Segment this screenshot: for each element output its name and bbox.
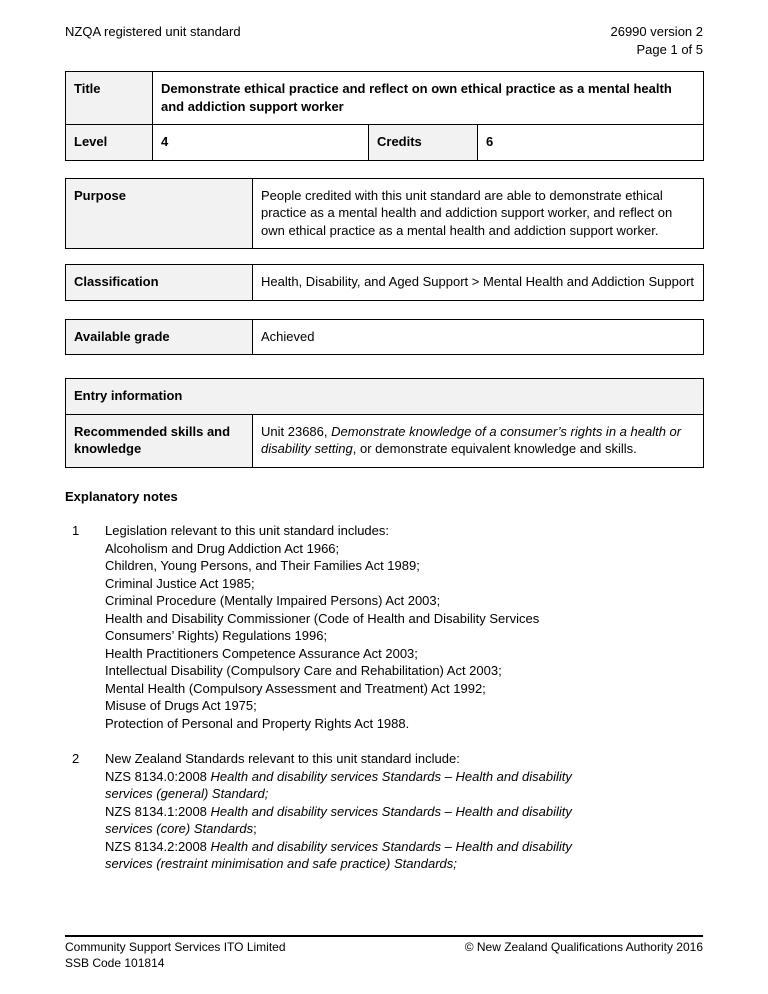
footer-ssb-code: SSB Code 101814 [65,955,165,970]
text-segment: NZS 8134.0:2008 [105,768,211,784]
note-line: Alcoholism and Drug Addiction Act 1966; [105,540,340,556]
explanatory-note [65,522,703,732]
note-line: Protection of Personal and Property Rights Act 1988. [105,715,410,731]
footer-copyright: © New Zealand Qualifications Authority 2016 [464,940,703,954]
text-segment: NZS 8134.1:2008 [105,803,211,819]
classification-label: Classification [66,265,253,301]
level-label: Level [66,125,153,161]
note-number: 1 [72,523,80,538]
italic-text-segment: Demonstrate knowledge of a consumer’s rights in a health or disability setting [261,423,682,456]
purpose-table [65,178,704,250]
explanatory-note [65,750,703,873]
available-grade-label: Available grade [66,319,253,355]
header-left-text: NZQA registered unit standard [65,24,241,39]
explanatory-notes-list [65,522,703,873]
note-line [105,785,703,803]
footer-org-name: Community Support Services ITO Limited [65,940,286,954]
header-right [610,23,703,58]
entry-information-header-row [66,379,704,415]
entry-information-header: Entry information [66,379,704,415]
note-line: Mental Health (Compulsory Assessment and Treatment) Act 1992; [105,680,486,696]
text-segment: ; [253,821,257,836]
note-line: Children, Young Persons, and Their Families Act 1989; [105,558,420,573]
entry-information-table [65,378,704,468]
available-grade-table [65,319,704,356]
recommended-skills-row [66,414,704,467]
note-line: Criminal Procedure (Mentally Impaired Persons) Act 2003; [105,593,441,608]
title-row [66,72,704,125]
note-line [105,803,703,821]
classification-table [65,264,704,301]
footer-left [65,940,286,971]
purpose-label: Purpose [66,178,253,249]
note-number: 2 [72,751,80,766]
note-line: Health and Disability Commissioner (Code of Health and Disability Services [105,610,540,626]
credits-label: Credits [369,125,478,161]
page-header [65,23,703,58]
unit-standard-version: 26990 version 2 [610,24,703,39]
text-segment: NZS 8134.2:2008 [105,838,211,854]
italic-text-segment: services (restraint minimisation and safe practice) Standards; [105,856,457,871]
available-grade-value: Achieved [253,319,704,355]
note-text [105,750,703,873]
note-line: New Zealand Standards relevant to this unit standard include: [105,751,460,766]
italic-text-segment: Health and disability services Standards – Health and disability [210,838,572,854]
classification-row [66,265,704,301]
note-line: Legislation relevant to this unit standard includes: [105,523,390,538]
page-number: Page 1 of 5 [636,41,703,57]
credits-value: 6 [478,125,704,161]
text-segment: , or demonstrate equivalent knowledge and skills. [352,441,637,456]
note-text [105,522,703,732]
italic-text-segment: services (general) Standard; [105,786,269,801]
level-credits-row [66,125,704,161]
recommended-skills-label: Recommended skills and knowledge [66,414,253,467]
purpose-value: People credited with this unit standard are able to demonstrate ethical practice as a mental health and addiction support worker, and reflect on own ethical practice as a mental health and addiction support worker. [253,178,704,249]
note-line [105,838,703,856]
note-line: Criminal Justice Act 1985; [105,575,255,591]
available-grade-row [66,319,704,355]
note-line: Misuse of Drugs Act 1975; [105,698,257,713]
title-label: Title [66,72,153,125]
page-footer [65,935,703,971]
note-line: Health Practitioners Competence Assurance Act 2003; [105,645,418,661]
italic-text-segment: Health and disability services Standards – Health and disability [210,768,572,784]
note-line: Intellectual Disability (Compulsory Care and Rehabilitation) Act 2003; [105,663,502,678]
note-line [105,820,703,838]
italic-text-segment: services (core) Standards [105,821,254,836]
classification-value: Health, Disability, and Aged Support > Mental Health and Addiction Support [253,265,704,301]
title-value: Demonstrate ethical practice and reflect on own ethical practice as a mental health and addiction support worker [153,72,704,125]
recommended-skills-value [253,414,704,467]
explanatory-notes-heading: Explanatory notes [65,488,178,504]
title-table [65,71,704,161]
level-value: 4 [153,125,369,161]
purpose-row [66,178,704,249]
text-segment: Unit 23686, [261,423,332,439]
note-line [105,855,703,873]
note-line [105,768,703,786]
note-line: Consumers’ Rights) Regulations 1996; [105,628,328,643]
italic-text-segment: Health and disability services Standards – Health and disability [210,803,572,819]
